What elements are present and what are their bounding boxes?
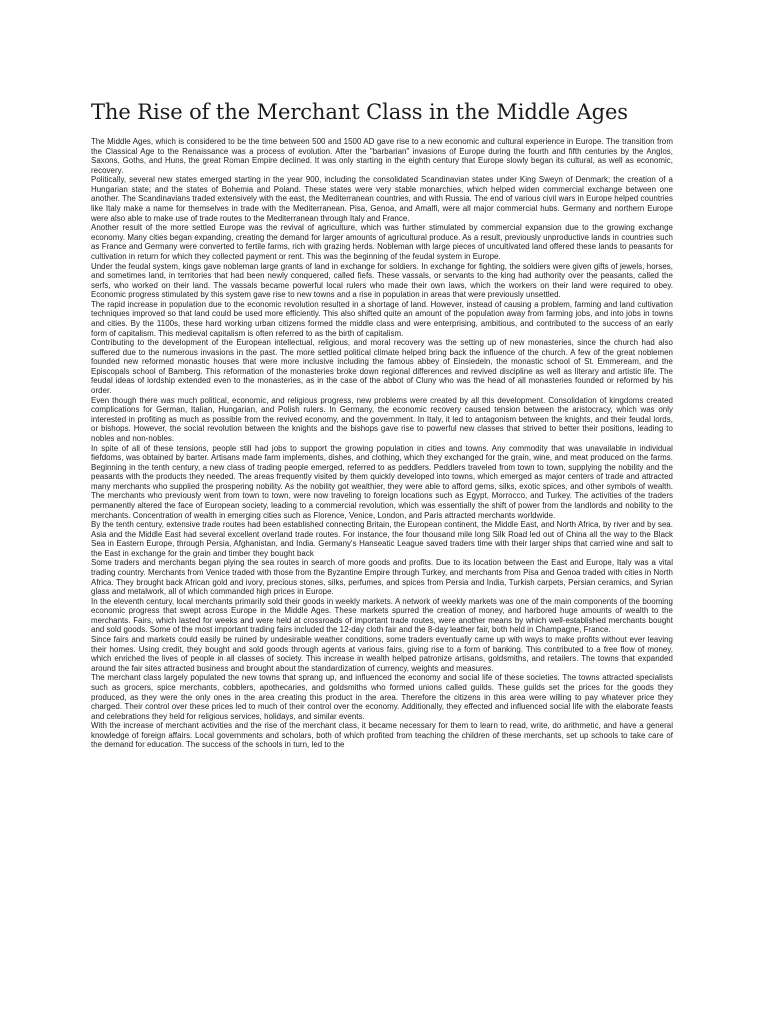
paragraph: Some traders and merchants began plying the sea routes in search of more goods and profits. Due to its location between the East and Europe, Italy was a vital trading country. Merchants from Venice traded with those from the Byzantine Empire through Turkey, and merchants from Pisa and Genoa traded with cities in North Africa. They brought back African gold and ivory, precious stones, silks, perfumes, and spices from Persia and India, Turkish carpets, Persian ceramics, and Syrian glass and metalwork, all of which commanded high prices in Europe.	[91, 558, 673, 597]
paragraph: In spite of all of these tensions, people still had jobs to support the growing population in cities and towns. Any commodity that was unavailable in individual fiefdoms, was obtained by barter. Artisans made farm implements, dishes, and clothing, which they exchanged for the grain, wine, and meat produced on the farms. Beginning in the tenth century, a new class of trading people emerged, referred to as peddlers. Peddlers traveled from town to town, supplying the nobility and the peasants with the products they needed. The areas frequently visited by them quickly developed into towns, which emerged as major centers of trade and attracted many merchants who supplied the prospering nobility. As the nobility got wealthier, they were able to afford gems, silks, exotic spices, and other symbols of wealth. The merchants who previously went from town to town, were now traveling to foreign locations such as Egypt, Morrocco, and Turkey. The activities of the traders permanently altered the face of European society, leading to a commercial revolution, which was essentially the shift of power from the landlords and nobility to the merchants. Concentration of wealth in emerging cities such as Florence, Venice, London, and Paris attracted merchants worldwide.	[91, 443, 673, 520]
paragraph: Under the feudal system, kings gave nobleman large grants of land in exchange for soldiers. In exchange for fighting, the soldiers were given gifts of jewels, horses, and sometimes land, in territories that had been newly conquered, called fiefs. These vassals, or servants to the king had authority over the peasants, called the serfs, who worked on their land. The vassals became powerful local rulers who made their own laws, which the workers on their land were required to obey. Economic progress stimulated by this system gave rise to new towns and a rise in population in areas that were previously unsettled.	[91, 261, 673, 300]
paragraph: The merchant class largely populated the new towns that sprang up, and influenced the economy and social life of these societies. The towns attracted specialists such as grocers, spice merchants, cobblers, apothecaries, and goldsmiths who formed unions called guilds. These guilds set the prices for the goods they produced, as they were the only ones in the area creating this product in the area. Therefore the citizens in this area were willing to pay whatever price they charged. Their control over these prices led to much of their control over the economy. Additionally, they effected and influenced social life with the elaborate feasts and celebrations they held for religious services, holidays, and similar events.	[91, 673, 673, 721]
paragraph: Even though there was much political, economic, and religious progress, new problems were created by all this development. Consolidation of kingdoms created complications for German, Italian, Hungarian, and Polish rulers. In Germany, the economic recovery caused tension between the aristocracy, which was only interested in profiting as much as possible from the revived economy, and the government. In Italy, it led to antagonism between the knights, and their feudal lords, or bishops. However, the social revolution between the knights and the bishops gave rise to powerful new classes that strived to better their positions, leading to nobles and non-nobles.	[91, 395, 673, 443]
paragraph: In the eleventh century, local merchants primarily sold their goods in weekly markets. A network of weekly markets was one of the main components of the booming economic progress that swept across Europe in the Middle Ages. These markets spurred the creation of money, and harbored huge amounts of wealth to the merchants. Fairs, which lasted for weeks and were held at crossroads of important trade routes, were another means by which well-established merchants bought and sold goods. Some of the most important trading fairs included the 12-day cloth fair and the 8-day leather fair, both held in Champagne, France.	[91, 596, 673, 635]
paragraph: By the tenth century, extensive trade routes had been established connecting Britain, the European continent, the Middle East, and North Africa, by river and by sea. Asia and the Middle East had several excellent overland trade routes. For instance, the four thousand mile long Silk Road led out of China all the way to the Black Sea in Eastern Europe, through Persia, Afghanistan, and India. Germany's Hanseatic League saved traders time with their larger ships that carried wine and salt to the East in exchange for the grain and timber they bought back	[91, 520, 673, 558]
paragraph: Politically, several new states emerged starting in the year 900, including the consolidated Scandinavian states under King Sweyn of Denmark; the creation of a Hungarian state; and the states of Bohemia and Poland. These states were very stable monarchies, which helped widen commercial exchange between one another. The Scandinavians traded extensively with the east, the Mediterranean countries, and with Russia. The end of various civil wars in Europe helped countries like Italy make a name for themselves in trade with the Mediterranean. Pisa, Genoa, and Amalfi, were all major commercial hubs. Germany and northern Europe were also able to make use of trade routes to the Mediterranean through Italy and France.	[91, 175, 673, 223]
paragraph: Contributing to the development of the European intellectual, religious, and moral recovery was the setting up of new monasteries, since the church had also suffered due to the numerous invasions in the past. The more settled political climate helped bring back the influence of the church. A few of the great noblemen founded new reformed monastic houses that were more inclusive including the famous abbey of Einsiedeln, the monastic school of St. Emmeream, and the Episcopals school of Bamberg. This reformation of the monasteries broke down regional differences and revived discipline as well as literary and artistic life. The feudal ideas of lordship extended even to the monasteries, as in the case of the abbot of Cluny who was the head of all monasteries founded or reformed by his order.	[91, 338, 673, 396]
paragraph: The rapid increase in population due to the economic revolution resulted in a shortage of land. However, instead of causing a problem, farming and land cultivation techniques improved so that land could be used more efficiently. This also shifted quite an amount of the population away from farming jobs, and into jobs in towns and cities. By the 1100s, these hard working urban citizens formed the middle class and were enterprising, ambitious, and contributed to the success of an early form of capitalism. This medieval capitalism is often referred to as the birth of capitalism.	[91, 299, 673, 338]
paragraph: Since fairs and markets could easily be ruined by undesirable weather conditions, some traders eventually came up with ways to make profits without ever leaving their homes. Using credit, they bought and sold goods through agents at various fairs, giving rise to a form of banking. This contributed to a free flow of money, which enriched the lives of people in all classes of society. This increase in wealth helped patronize artisans, goldsmiths, and retailers. The towns that expanded around the fair sites attracted business and brought about the standardization of currency, weights and measures.	[91, 635, 673, 673]
paragraph: Another result of the more settled Europe was the revival of agriculture, which was further stimulated by commercial expansion due to the growing exchange economy. Many cities began expanding, creating the demand for larger amounts of agricultural produce. As a result, previously unproductive lands in countries such as France and Germany were converted to fertile farms, rich with grazing herds. Nobleman with large pieces of uncultivated land offered these lands to peasants for cultivation in return for which they collected payment or rent. This was the beginning of the feudal system in Europe.	[91, 223, 673, 261]
page-title: The Rise of the Merchant Class in the Middle Ages	[91, 100, 628, 124]
document-body	[91, 137, 673, 945]
paragraph: The Middle Ages, which is considered to be the time between 500 and 1500 AD gave rise to a new economic and cultural experience in Europe. The transition from the Classical Age to the Renaissance was a process of evolution. After the "barbarian" invasions of Europe during the fourth and fifth centuries by the Anglos, Saxons, Goths, and Huns, the great Roman Empire declined. It was only starting in the eighth century that Europe slowly began its cultural, as well as economic, recovery.	[91, 137, 673, 175]
paragraph: With the increase of merchant activities and the rise of the merchant class, it became necessary for them to learn to read, write, do arithmetic, and have a general knowledge of foreign affairs. Local governments and scholars, both of which profited from teaching the children of these merchants, set up schools to take care of the demand for education. The success of the schools in turn, led to the	[91, 721, 673, 750]
